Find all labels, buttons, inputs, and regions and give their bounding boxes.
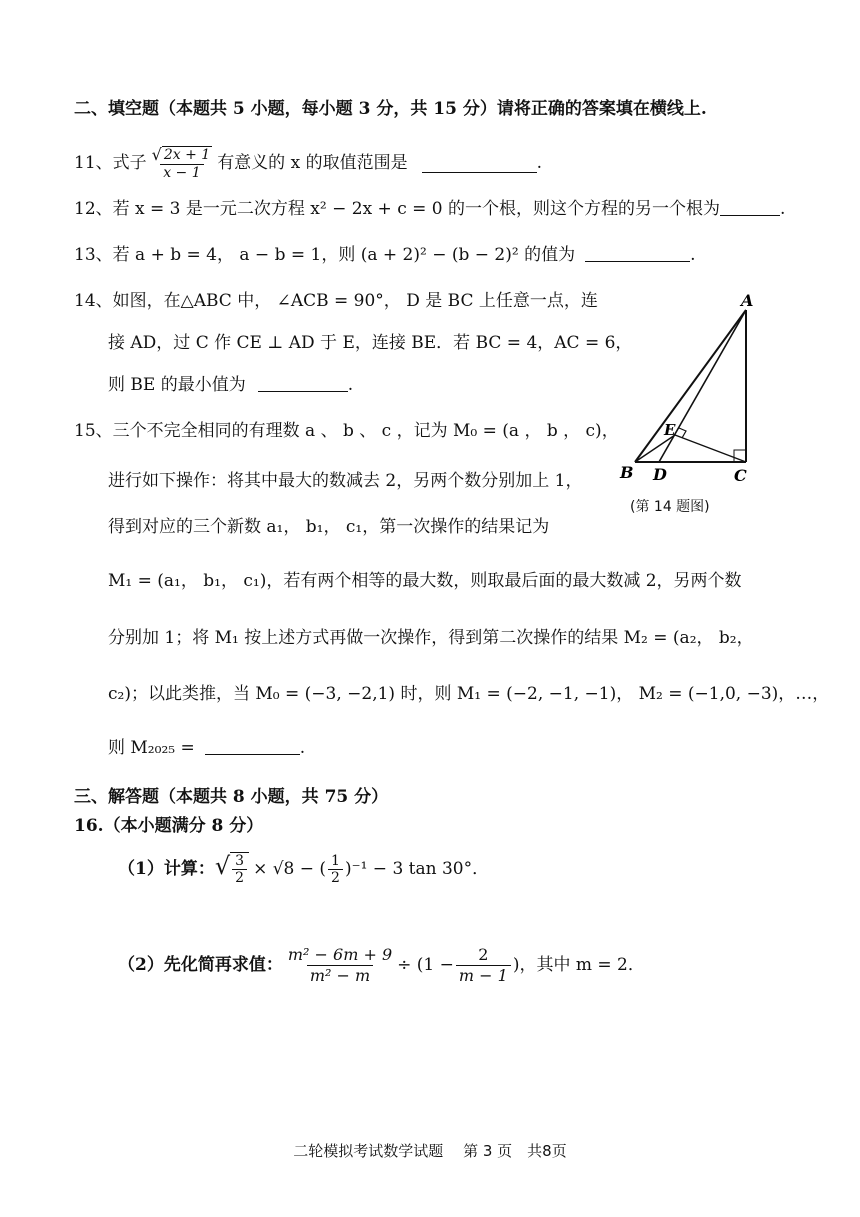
q16-p1-label: （1）计算： <box>118 859 215 879</box>
label-b: B <box>620 463 634 482</box>
question-16-part-1 <box>118 844 489 894</box>
label-d: D <box>653 465 667 484</box>
question-12 <box>74 197 785 220</box>
question-15-line-2: 进行如下操作：将其中最大的数减去 2，另两个数分别加上 1， <box>108 471 583 491</box>
page-footer: 二轮模拟考试数学试题 第 3 页 共8页 <box>293 1142 567 1160</box>
label-e: E <box>664 421 676 439</box>
q16-p2-num2: 2 <box>478 944 489 964</box>
q11-answer-blank[interactable] <box>422 154 537 173</box>
q16-p1-half <box>328 853 343 886</box>
question-14-line-3 <box>108 373 353 396</box>
q16-p2-num: m² − 6m + 9 <box>287 944 393 964</box>
q11-denominator: x − 1 <box>160 164 203 181</box>
q16-p1-sqrt: √ $\frac{3}{2}$ <box>215 852 249 886</box>
question-15-line-4: M₁ = (a₁， b₁， c₁)，若有两个相等的最大数，则取最后面的最大数减 2，另两个数 <box>108 571 742 591</box>
q11-fraction: √ 2x + 1 x − 1 <box>151 144 211 181</box>
q13-text: 13、若 a + b = 4， a − b = 1，则 (a + 2)² − (b − 2)² 的值为 <box>74 245 576 265</box>
figure-caption: (第 14 题图) <box>630 499 710 515</box>
side-ab <box>635 310 746 462</box>
q13-end: . <box>690 245 696 265</box>
segment-be <box>635 435 675 462</box>
question-15-line-7 <box>108 736 305 759</box>
q15-line-7-text: 则 M₂₀₂₅ = <box>108 738 195 758</box>
q15-end: . <box>299 738 306 758</box>
question-16-title: 16.（本小题满分 8 分） <box>74 816 264 836</box>
question-15-line-5: 分别加 1；将 M₁ 按上述方式再做一次操作，得到第二次操作的结果 M₂ = (a₂， b₂， <box>108 628 754 648</box>
q14-answer-blank[interactable] <box>258 373 348 392</box>
q14-line-3-text: 则 BE 的最小值为 <box>108 375 246 395</box>
q16-p1-frac-num: 3 <box>235 853 245 869</box>
q16-p1-tail: )⁻¹ − 3 tan 30°． <box>344 859 490 879</box>
q16-p2-label: （2）先化简再求值： <box>118 955 283 975</box>
q16-p2-tail: )，其中 m = 2． <box>512 955 645 975</box>
q11-numerator: 2x + 1 <box>163 146 211 163</box>
section-3-title: 三、解答题（本题共 8 小题，共 75 分） <box>74 787 389 807</box>
segment-ad <box>659 310 746 462</box>
q16-p1-half-num: 1 <box>331 852 340 869</box>
q14-end: . <box>347 375 354 395</box>
question-13 <box>74 243 696 266</box>
label-a: A <box>741 292 754 310</box>
q15-answer-blank[interactable] <box>205 736 300 755</box>
q12-text: 12、若 x = 3 是一元二次方程 x² − 2x + c = 0 的一个根，则这个方程的另一个根为 <box>74 199 720 219</box>
q11-end: . <box>536 153 542 173</box>
label-c: C <box>734 466 747 485</box>
q16-p1-half-den: 2 <box>328 869 343 886</box>
q12-answer-blank[interactable] <box>720 197 780 216</box>
question-15-line-6: c₂)；以此类推，当 M₀ = (−3, −2,1) 时，则 M₁ = (−2, −1, −1)， M₂ = (−1,0, −3)，…， <box>108 684 830 704</box>
q12-end: . <box>780 199 786 219</box>
question-15-line-3: 得到对应的三个新数 a₁， b₁， c₁，第一次操作的结果记为 <box>108 517 550 537</box>
question-14-line-2: 接 AD，过 C 作 CE ⊥ AD 于 E，连接 BE．若 BC = 4，AC = 6， <box>108 333 633 353</box>
q16-p2-fraction-2 <box>456 945 511 986</box>
q13-answer-blank[interactable] <box>585 243 690 262</box>
q16-p2-den2: m − 1 <box>456 965 511 986</box>
q16-p1-rest: × √8 − ( <box>253 859 327 879</box>
question-15-line-1: 15、三个不完全相同的有理数 a 、 b 、 c ，记为 M₀ = (a ， b ， c)， <box>74 421 619 441</box>
triangle-figure <box>615 292 775 522</box>
question-11 <box>74 138 542 188</box>
question-16-part-2 <box>118 940 645 990</box>
q16-p2-fraction <box>285 945 395 986</box>
segment-ce <box>675 435 746 462</box>
q16-p1-frac-den: 2 <box>232 869 247 886</box>
q11-suffix: 有意义的 x 的取值范围是 <box>217 153 408 173</box>
q11-prefix: 11、式子 <box>74 153 147 173</box>
q16-p2-mid: ÷ (1 − <box>397 955 454 975</box>
section-2-title: 二、填空题（本题共 5 小题，每小题 3 分，共 15 分）请将正确的答案填在横线上. <box>74 99 707 119</box>
q16-p2-den: m² − m <box>307 965 373 986</box>
question-14-line-1: 14、如图，在△ABC 中， ∠ACB = 90°， D 是 BC 上任意一点，连 <box>74 291 598 311</box>
